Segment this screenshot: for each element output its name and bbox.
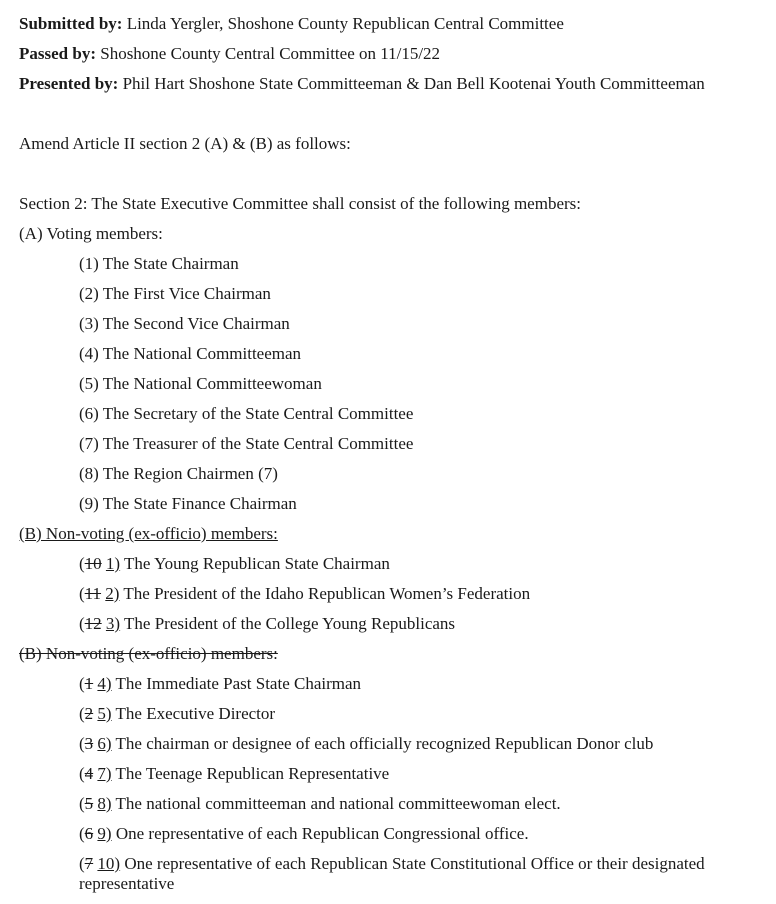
inserted-number: 4) bbox=[97, 674, 112, 693]
section-title: Section 2: The State Executive Committee shall consist of the following members: bbox=[19, 194, 581, 213]
deleted-number: 7 bbox=[84, 854, 94, 873]
voting-member-item: (1) The State Chairman bbox=[79, 254, 239, 273]
passed-by-value: Shoshone County Central Committee on 11/15/22 bbox=[95, 44, 441, 63]
nonvoting-member-item: (11 2) The President of the Idaho Republican Women’s Federation bbox=[79, 584, 531, 603]
inserted-number: 5) bbox=[97, 704, 112, 723]
nonvoting-member-item: (7 10) One representative of each Republican State Constitutional Office or their designated representative bbox=[79, 854, 705, 893]
inserted-number: 10) bbox=[97, 854, 121, 873]
presented-by-line bbox=[19, 74, 705, 94]
deleted-number: 12 bbox=[84, 614, 102, 633]
member-text: The chairman or designee of each officially recognized Republican Donor club bbox=[111, 734, 654, 753]
voting-members-heading: (A) Voting members: bbox=[19, 224, 163, 243]
nonvoting-heading-deleted: (B) Non-voting (ex-officio) members: bbox=[19, 644, 278, 663]
passed-by-label: Passed by: bbox=[19, 44, 96, 63]
nonvoting-member-item: (12 3) The President of the College Young Republicans bbox=[79, 614, 456, 633]
voting-member-item: (5) The National Committeewoman bbox=[79, 374, 322, 393]
inserted-number: 8) bbox=[97, 794, 112, 813]
nonvoting-member-item: (3 6) The chairman or designee of each officially recognized Republican Donor club bbox=[79, 734, 654, 753]
nonvoting-member-item: (10 1) The Young Republican State Chairman bbox=[79, 554, 390, 573]
nonvoting-member-item: (2 5) The Executive Director bbox=[79, 704, 276, 723]
voting-member-item: (2) The First Vice Chairman bbox=[79, 284, 271, 303]
deleted-number: 2 bbox=[84, 704, 94, 723]
voting-member-item: (8) The Region Chairmen (7) bbox=[79, 464, 278, 483]
nonvoting-member-item: (4 7) The Teenage Republican Representative bbox=[79, 764, 390, 783]
presented-by-value: Phil Hart Shoshone State Committeeman & Dan Bell Kootenai Youth Committeeman bbox=[118, 74, 705, 93]
member-text: One representative of each Republican State Constitutional Office or their designated representative bbox=[79, 854, 705, 893]
deleted-number: 1 bbox=[84, 674, 94, 693]
amendment-intro: Amend Article II section 2 (A) & (B) as follows: bbox=[19, 134, 351, 153]
inserted-number: 2) bbox=[105, 584, 120, 603]
member-text: The national committeeman and national committeewoman elect. bbox=[111, 794, 561, 813]
deleted-number: 5 bbox=[84, 794, 94, 813]
deleted-number: 11 bbox=[84, 584, 102, 603]
nonvoting-member-item: (5 8) The national committeeman and national committeewoman elect. bbox=[79, 794, 561, 813]
nonvoting-heading-inserted: (B) Non-voting (ex-officio) members: bbox=[19, 524, 278, 543]
inserted-number: 3) bbox=[105, 614, 121, 633]
deleted-number: 4 bbox=[84, 764, 94, 783]
member-text: The Immediate Past State Chairman bbox=[111, 674, 362, 693]
inserted-number: 9) bbox=[97, 824, 112, 843]
presented-by-label: Presented by: bbox=[19, 74, 119, 93]
passed-by-line bbox=[19, 44, 440, 64]
submitted-by-label: Submitted by: bbox=[19, 14, 123, 33]
member-text: The Young Republican State Chairman bbox=[120, 554, 390, 573]
voting-member-item: (9) The State Finance Chairman bbox=[79, 494, 297, 513]
nonvoting-member-item: (6 9) One representative of each Republican Congressional office. bbox=[79, 824, 529, 843]
inserted-number: 7) bbox=[97, 764, 112, 783]
voting-member-item: (4) The National Committeeman bbox=[79, 344, 302, 363]
voting-member-item: (3) The Second Vice Chairman bbox=[79, 314, 290, 333]
deleted-number: 3 bbox=[84, 734, 94, 753]
deleted-number: 6 bbox=[84, 824, 94, 843]
member-text: The President of the College Young Republicans bbox=[120, 614, 456, 633]
submitted-by-line bbox=[19, 14, 564, 34]
deleted-number: 10 bbox=[84, 554, 102, 573]
nonvoting-member-item: (1 4) The Immediate Past State Chairman bbox=[79, 674, 362, 693]
submitted-by-value: Linda Yergler, Shoshone County Republican Central Committee bbox=[122, 14, 564, 33]
voting-member-item: (6) The Secretary of the State Central Committee bbox=[79, 404, 414, 423]
member-text: The Executive Director bbox=[111, 704, 276, 723]
member-text: The President of the Idaho Republican Women’s Federation bbox=[119, 584, 531, 603]
member-text: The Teenage Republican Representative bbox=[111, 764, 390, 783]
voting-member-item: (7) The Treasurer of the State Central Committee bbox=[79, 434, 414, 453]
inserted-number: 6) bbox=[97, 734, 112, 753]
member-text: One representative of each Republican Congressional office. bbox=[111, 824, 529, 843]
inserted-number: 1) bbox=[105, 554, 121, 573]
